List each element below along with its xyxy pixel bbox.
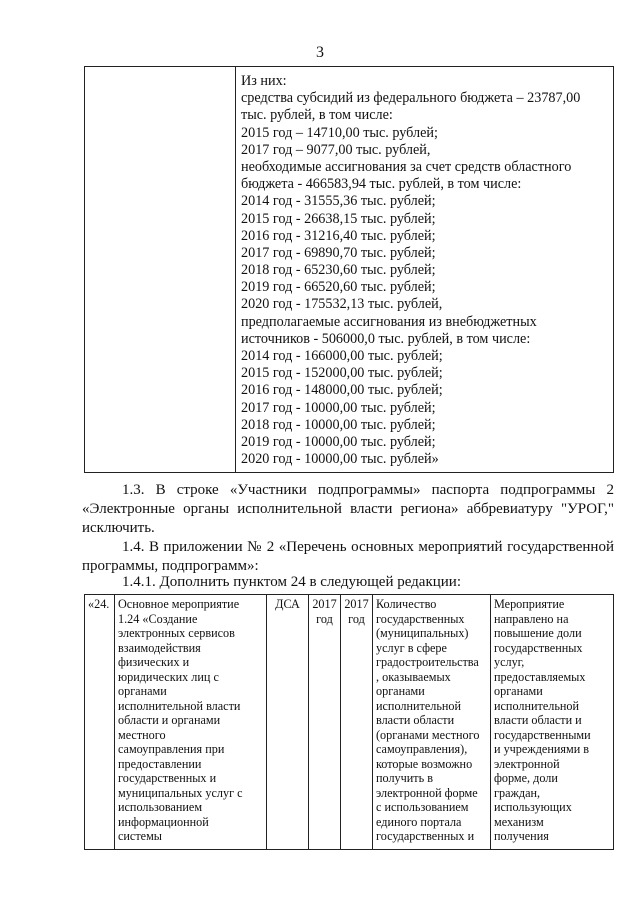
indicator-line: которые возможно: [376, 756, 473, 771]
result-line: государственными: [494, 727, 591, 742]
event-name-line: органами: [118, 684, 167, 698]
funding-line: 2019 год - 10000,00 тыс. рублей;: [241, 433, 436, 450]
indicator-line: государственных: [376, 611, 465, 626]
funding-line: 2018 год - 65230,60 тыс. рублей;: [241, 262, 436, 279]
funding-line: 2017 год - 69890,70 тыс. рублей;: [241, 244, 436, 261]
funding-table: [84, 66, 614, 473]
funding-line: 2019 год - 66520,60 тыс. рублей;: [241, 279, 436, 296]
funding-line: источников - 506000,0 тыс. рублей, в том числе:: [241, 330, 531, 347]
funding-line: средства субсидий из федерального бюджета – 23787,00: [241, 90, 581, 107]
funding-line: тыс. рублей, в том числе:: [241, 107, 393, 124]
event-name-line: предоставлении: [118, 756, 202, 771]
indicator-line: власти области: [376, 713, 455, 727]
funding-line: 2020 год - 175532,13 тыс. рублей,: [241, 296, 443, 313]
result-line: Мероприятие: [494, 597, 565, 611]
event-name-line: юридических лиц с: [118, 669, 219, 684]
funding-line: Из них:: [241, 73, 287, 89]
paragraph-1-4: [82, 538, 614, 576]
indicator-cell: [373, 595, 491, 849]
event-name-line: местного: [118, 727, 166, 742]
indicator-line: градостроительства: [376, 655, 479, 669]
measures-table: [84, 594, 614, 850]
event-name-line: информационной: [118, 814, 209, 829]
start-year-cell: [309, 595, 341, 849]
result-line: получения: [494, 829, 549, 843]
start-year-line: год: [316, 611, 333, 626]
result-line: органами: [494, 684, 543, 698]
result-line: механизм: [494, 814, 544, 829]
result-line: исполнительной: [494, 698, 580, 713]
event-name-line: использованием: [118, 800, 203, 814]
result-line: повышение доли: [494, 626, 582, 640]
event-name-line: самоуправления при: [118, 742, 225, 756]
indicator-line: (муниципальных): [376, 626, 469, 640]
funding-line: необходимые ассигнования за счет средств областного: [241, 158, 572, 175]
item-number: «24.: [88, 597, 110, 611]
event-name-line: электронных сервисов: [118, 626, 235, 640]
indicator-line: Количество: [376, 597, 437, 611]
event-name-line: исполнительной власти: [118, 698, 241, 713]
paragraph-line: 1.4.1. Дополнить пунктом 24 в следующей редакции:: [122, 574, 462, 590]
funding-line: 2014 год - 31555,36 тыс. рублей;: [241, 193, 436, 210]
paragraph-line: 1.4. В приложении № 2 «Перечень основных мероприятий государственной: [122, 539, 614, 555]
indicator-line: (органами местного: [376, 727, 480, 742]
event-name-line: муниципальных услуг с: [118, 785, 243, 800]
result-line: и учреждениями в: [494, 742, 590, 756]
result-line: услуг,: [494, 655, 525, 669]
funding-line: 2020 год - 10000,00 тыс. рублей»: [241, 451, 439, 468]
result-cell: [491, 595, 613, 849]
event-name-cell: [115, 595, 267, 849]
paragraph-line: программы, подпрограмм»:: [82, 558, 259, 574]
event-name-line: физических и: [118, 655, 190, 669]
paragraph-line: 1.3. В строке «Участники подпрограммы» паспорта подпрограммы 2: [122, 482, 614, 498]
result-line: власти области и: [494, 713, 582, 727]
indicator-line: исполнительной: [376, 698, 462, 713]
executor-cell: [267, 595, 309, 849]
result-line: электронной: [494, 756, 560, 771]
result-line: предоставляемых: [494, 669, 586, 684]
funding-line: 2017 год – 9077,00 тыс. рублей,: [241, 141, 431, 158]
end-year-line: 2017: [344, 597, 369, 611]
funding-line: 2014 год - 166000,00 тыс. рублей;: [241, 348, 443, 364]
table-column-divider: [235, 67, 236, 472]
paragraph-1-4-1: [82, 573, 614, 592]
event-name-line: государственных и: [118, 771, 217, 785]
result-line: направлено на: [494, 611, 569, 626]
funding-line: 2016 год - 31216,40 тыс. рублей;: [241, 227, 436, 244]
indicator-line: государственных и: [376, 829, 475, 843]
end-year-line: год: [348, 611, 365, 626]
event-name-line: области и органами: [118, 713, 221, 727]
indicator-line: электронной форме: [376, 785, 478, 800]
indicator-line: самоуправления),: [376, 742, 468, 756]
result-line: граждан,: [494, 785, 541, 800]
event-name-line: Основное мероприятие: [118, 597, 240, 611]
result-line: государственных: [494, 640, 583, 655]
funding-line: 2018 год - 10000,00 тыс. рублей;: [241, 416, 436, 433]
page-number: 3: [316, 44, 324, 61]
funding-line: 2015 год - 26638,15 тыс. рублей;: [241, 210, 436, 227]
funding-text: [241, 73, 609, 468]
item-number-cell: [85, 595, 115, 849]
event-name-line: системы: [118, 829, 162, 843]
indicator-line: , оказываемых: [376, 669, 451, 684]
indicator-line: с использованием: [376, 800, 469, 814]
event-name-line: 1.24 «Создание: [118, 611, 198, 626]
funding-line: 2017 год - 10000,00 тыс. рублей;: [241, 399, 436, 416]
paragraph-line: исключить.: [82, 520, 155, 536]
result-line: использующих: [494, 800, 572, 814]
indicator-line: единого портала: [376, 814, 462, 829]
paragraph-1-3: [82, 481, 614, 538]
funding-line: 2015 год – 14710,00 тыс. рублей;: [241, 124, 438, 141]
funding-line: 2015 год - 152000,00 тыс. рублей;: [241, 365, 443, 382]
funding-line: предполагаемые ассигнования из внебюджетных: [241, 313, 537, 330]
executor: ДСА: [275, 597, 300, 611]
indicator-line: получить в: [376, 771, 433, 785]
indicator-line: органами: [376, 684, 425, 698]
result-line: форме, доли: [494, 771, 558, 785]
funding-line: 2016 год - 148000,00 тыс. рублей;: [241, 382, 443, 399]
paragraph-line: «Электронные органы исполнительной власти региона» аббревиатуру "УРОГ,": [82, 501, 614, 517]
funding-line: бюджета - 466583,94 тыс. рублей, в том числе:: [241, 176, 522, 193]
start-year-line: 2017: [312, 597, 337, 611]
end-year-cell: [341, 595, 373, 849]
event-name-line: взаимодействия: [118, 640, 201, 655]
indicator-line: услуг в сфере: [376, 640, 447, 655]
